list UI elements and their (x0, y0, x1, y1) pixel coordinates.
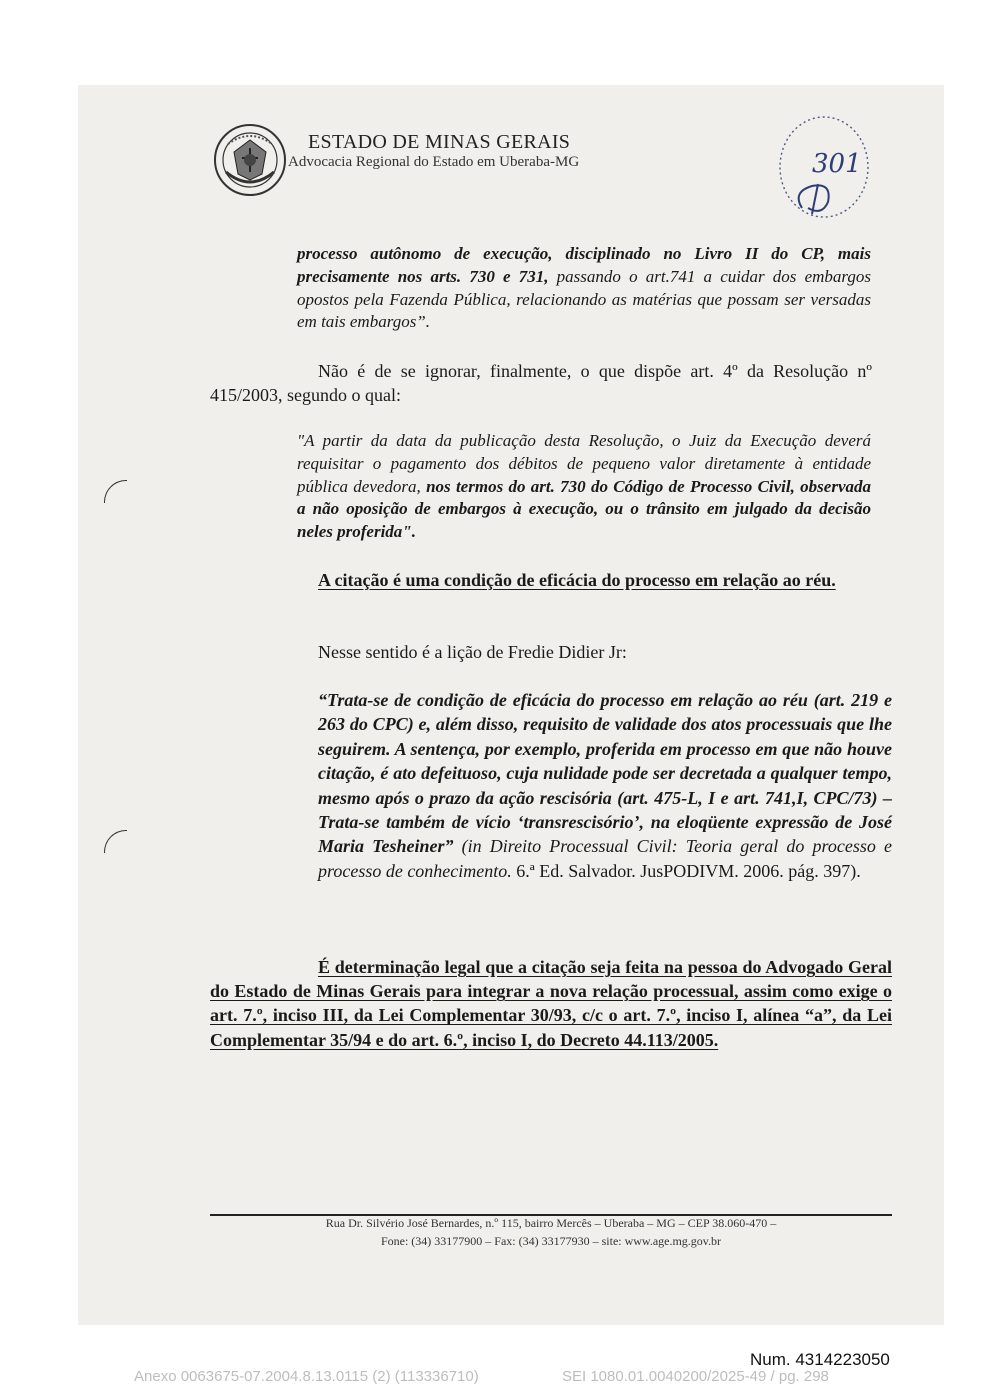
quote1-bold: processo autônomo de execução, disciplinado no Livro II do CP, mais precisamente nos arts. 730 e 731, (297, 244, 871, 286)
annex-line (134, 1368, 829, 1385)
stamp-page-number: 301 (812, 149, 862, 179)
quote2-bold: nos termos do art. 730 do Código de Processo Civil, observada a não oposição de embargos à execução, ou o trânsito em julgado da decisão neles proferida". (297, 476, 871, 542)
coat-of-arms-seal (212, 122, 288, 198)
quote3-plain: 6.ª Ed. Salvador. JusPODIVM. 2006. pág. 397). (511, 860, 861, 881)
paragraph-resolution-text: Não é de se ignorar, finalmente, o que dispõe art. 4º da Resolução nº 415/2003, segundo o qual: (210, 361, 872, 405)
paragraph-legal-determination-text: É determinação legal que a citação seja feita na pessoa do Advogado Geral do Estado de Minas Gerais para integrar a nova relação processual, assim como exige o art. 7.º, inciso III, da Lei Complementar 30/93, c/c o art. 7.º, inciso I, alínea “a”, da Lei Complementar 35/94 e do art. 6.º, inciso I, do Decreto 44.113/2005. (210, 957, 892, 1050)
quote-resolution (297, 430, 871, 544)
quote-didier (318, 688, 892, 883)
sei-reference: SEI 1080.01.0040200/2025-49 / pg. 298 (562, 1368, 829, 1385)
paragraph-legal-determination (210, 955, 892, 1052)
quote1-rest: passando o art.741 a cuidar dos embargos opostos pela Fazenda Pública, relacionando as matérias que possam ser versadas em tais embargos”. (297, 266, 871, 332)
quote2-plain: "A partir da data da publicação desta Resolução, o Juiz da Execução deverá requisitar o pagamento dos débitos de pequeno valor diretamente à entidade pública devedora, (297, 431, 871, 496)
quote-execution-process (297, 243, 871, 334)
footer-address: Rua Dr. Silvério José Bernardes, n.º 115, bairro Mercês – Uberaba – MG – CEP 38.060-470 – (325, 1216, 777, 1230)
document-number: Num. 4314223050 (750, 1350, 890, 1369)
quote3-bold: “Trata-se de condição de eficácia do processo em relação ao réu (art. 219 e 263 do CPC) e, além disso, requisito de validade dos atos processuais que lhe seguirem. A sentença, por exemplo, proferida em processo em que não houve citação, é ato defeituoso, cuja nulidade pode ser decretada a qualquer tempo, mesmo após o prazo da ação rescisória (art. 475-L, I e art. 741,I, CPC/73) – Trata-se também de vício ‘transrescisório’, na eloqüente expressão de José Maria Tesheiner” (318, 690, 892, 857)
header-subtitle: Advocacia Regional do Estado em Uberaba-MG (288, 154, 580, 170)
paragraph-didier-text: Nesse sentido é a lição de Fredie Didier Jr: (318, 642, 627, 662)
paragraph-citation-heading (210, 568, 892, 592)
paragraph-resolution (210, 359, 872, 407)
page-number-stamp (772, 112, 882, 227)
paragraph-didier (318, 640, 878, 664)
paragraph-citation-heading-text: A citação é uma condição de eficácia do processo em relação ao réu. (318, 570, 836, 590)
header-title: ESTADO DE MINAS GERAIS (308, 131, 571, 153)
quote3-italic: (in Direito Processual Civil: Teoria geral do processo e processo de conhecimento. (318, 836, 892, 881)
annex-reference: Anexo 0063675-07.2004.8.13.0115 (2) (113336710) (134, 1368, 479, 1385)
footer-contact: Fone: (34) 33177900 – Fax: (34) 33177930 – site: www.age.mg.gov.br (380, 1234, 722, 1248)
